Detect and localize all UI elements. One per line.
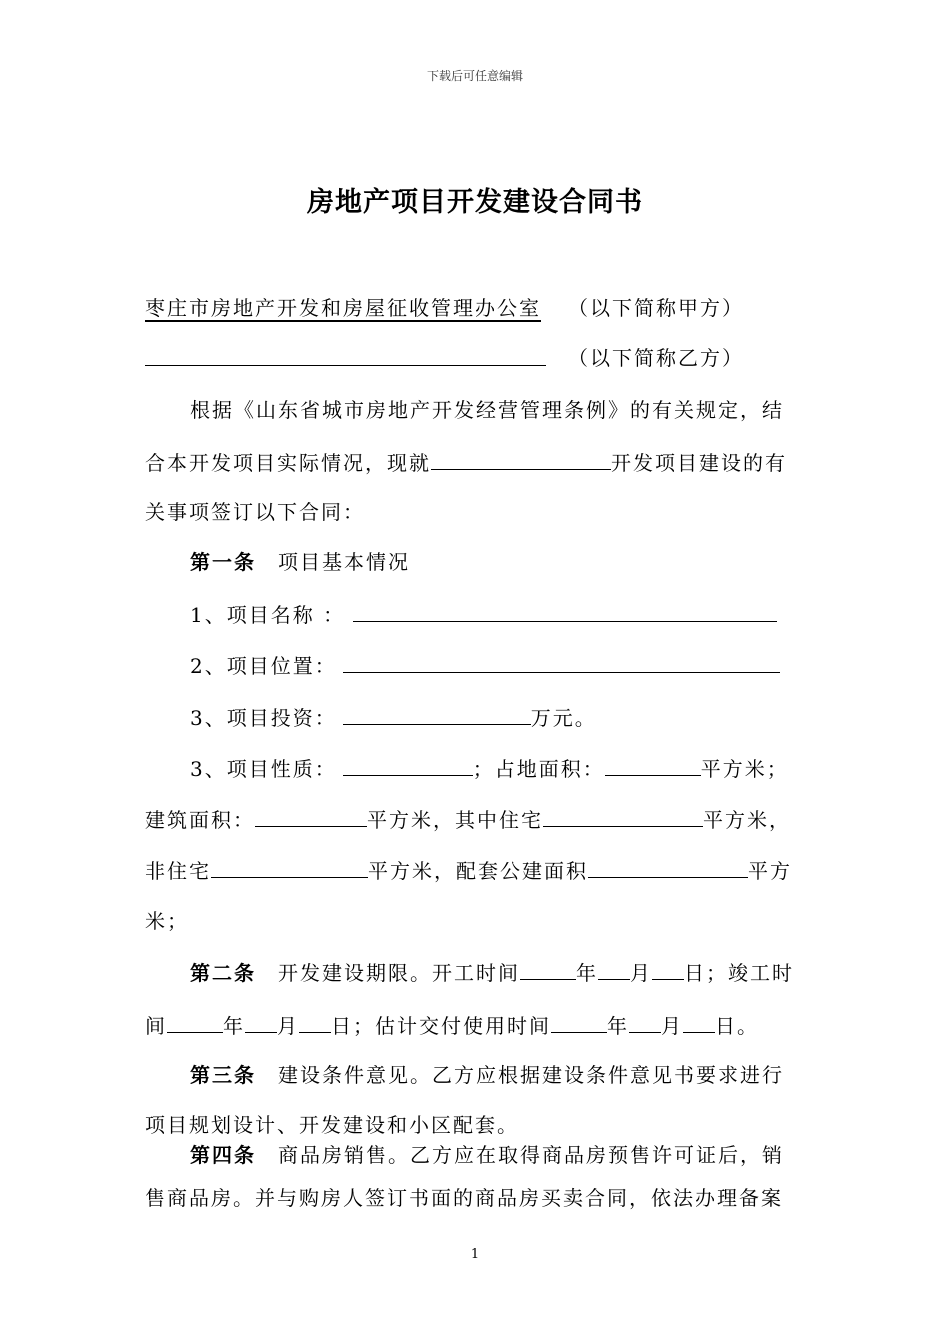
- non-residential-line: [145, 855, 792, 885]
- intro-line-2a: 合本开发项目实际情况，现就: [145, 451, 431, 475]
- intro-line-1: 根据《山东省城市房地产开发经营管理条例》的有关规定，结: [190, 398, 784, 422]
- party-a-line: [145, 293, 541, 323]
- land-area-unit: 平方米；: [700, 757, 789, 781]
- article-1-title: 项目基本情况: [278, 550, 410, 574]
- start-year-label: 年: [576, 961, 598, 985]
- article-2-label: 第二条: [190, 961, 256, 985]
- completion-label-cont: 间: [145, 1014, 167, 1038]
- completion-year-blank: [167, 1010, 223, 1033]
- intro-line-3: 关事项签订以下合同：: [145, 500, 365, 524]
- item-2-label: 2、项目位置：: [190, 654, 337, 678]
- investment-unit: 万元。: [530, 706, 597, 730]
- article-3-line-1: [190, 1060, 784, 1090]
- completion-month-blank: [245, 1010, 277, 1033]
- page-number: 1: [470, 1247, 480, 1262]
- article-3-text: 建设条件意见。乙方应根据建设条件意见书要求进行: [278, 1063, 784, 1087]
- delivery-label: 日；估计交付使用时间: [331, 1014, 551, 1038]
- party-b-line: [145, 343, 546, 373]
- article-4-line-1: [190, 1140, 784, 1170]
- project-blank: [431, 447, 611, 470]
- land-area-label: ；占地面积：: [472, 757, 605, 781]
- residential-blank: [543, 804, 703, 827]
- completion-label: 日；竣工时: [684, 961, 794, 985]
- intro-line-2b: 开发项目建设的有: [611, 451, 787, 475]
- article-3-line-2: 项目规划设计、开发建设和小区配套。: [145, 1113, 519, 1137]
- delivery-year-blank: [551, 1010, 607, 1033]
- project-location-blank: [343, 650, 780, 673]
- article-4-label: 第四条: [190, 1143, 256, 1167]
- page-header: 下载后可任意编辑: [426, 69, 523, 83]
- party-b-blank: [145, 343, 546, 366]
- item-4-label: 3、项目性质：: [190, 757, 337, 781]
- start-year-blank: [520, 957, 576, 980]
- start-day-blank: [652, 957, 684, 980]
- completion-day-blank: [299, 1010, 331, 1033]
- article-3-label: 第三条: [190, 1063, 256, 1087]
- party-a-name: 枣庄市房地产开发和房屋征收管理办公室: [145, 296, 541, 320]
- delivery-year-label: 年: [607, 1014, 629, 1038]
- article-2-line-1: [190, 957, 794, 987]
- item-project-investment: [190, 702, 597, 732]
- article-2-line-2: [145, 1010, 759, 1040]
- start-time-label: 开发建设期限。开工时间: [278, 961, 520, 985]
- start-month-blank: [598, 957, 630, 980]
- public-facility-label: 平方米，配套公建面积: [368, 859, 588, 883]
- non-residential-label: 非住宅: [145, 859, 211, 883]
- investment-blank: [343, 702, 531, 725]
- non-residential-blank: [211, 855, 368, 878]
- item-3-label: 3、项目投资：: [190, 706, 337, 730]
- article-1-heading: [190, 547, 410, 577]
- public-facility-blank: [588, 855, 748, 878]
- delivery-month-blank: [629, 1010, 661, 1033]
- delivery-month-label: 月: [661, 1014, 683, 1038]
- building-area-label: 建筑面积：: [145, 808, 255, 832]
- party-a-note: （以下简称甲方）: [568, 296, 744, 320]
- building-area-blank: [255, 804, 367, 827]
- delivery-day-blank: [683, 1010, 715, 1033]
- item-1-label: 1、项目名称 ：: [190, 603, 346, 627]
- article-4-text: 商品房销售。乙方应在取得商品房预售许可证后，销: [278, 1143, 784, 1167]
- building-area-line: [145, 804, 791, 834]
- nature-blank: [343, 753, 473, 776]
- start-month-label: 月: [630, 961, 652, 985]
- document-title: 房地产项目开发建设合同书: [307, 187, 643, 218]
- residential-unit: 平方米，: [703, 808, 791, 832]
- item-project-nature: [190, 753, 789, 783]
- residential-label: 平方米，其中住宅: [367, 808, 543, 832]
- area-unit-wrap: 米；: [145, 909, 189, 933]
- party-b-note: （以下简称乙方）: [568, 346, 744, 370]
- project-name-blank: [353, 599, 777, 622]
- public-facility-unit: 平方: [748, 859, 792, 883]
- article-4-line-2: 售商品房。并与购房人签订书面的商品房买卖合同，依法办理备案: [145, 1186, 783, 1210]
- intro-line-2: [145, 447, 787, 477]
- completion-year-label: 年: [223, 1014, 245, 1038]
- delivery-day-label: 日。: [715, 1014, 759, 1038]
- completion-month-label: 月: [277, 1014, 299, 1038]
- item-project-name: [190, 599, 777, 629]
- item-project-location: [190, 650, 780, 680]
- article-1-label: 第一条: [190, 550, 256, 574]
- land-area-blank: [605, 753, 701, 776]
